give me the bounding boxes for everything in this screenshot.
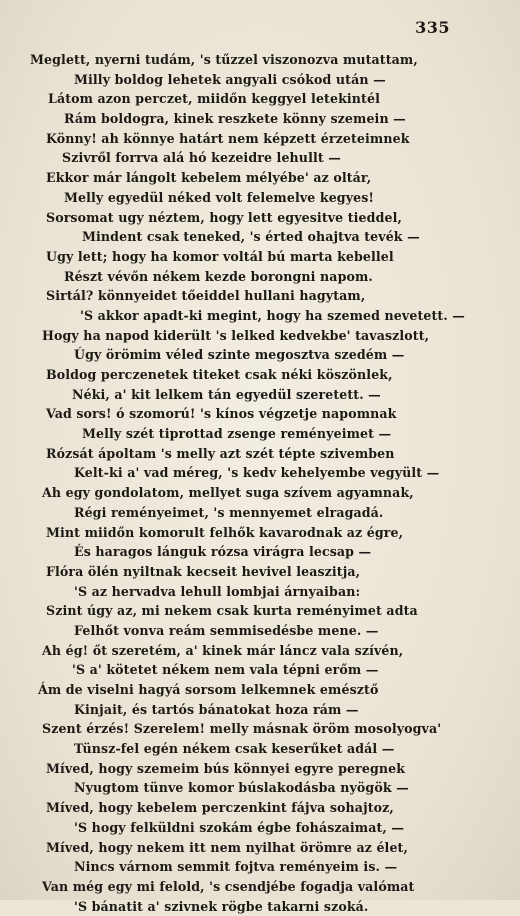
poem-line: 'S a' kötetet nékem nem vala tépni erőm —	[72, 662, 379, 678]
poem-line: Ah egy gondolatom, mellyet suga szívem agyamnak,	[42, 485, 414, 501]
poem-line: Mint miidőn komorult felhők kavarodnak az égre,	[46, 524, 404, 540]
poem-line: Sorsomat ugy néztem, hogy lett egyesitve tieddel,	[46, 209, 402, 225]
poem-line: 'S bánatit a' szivnek rögbe takarni szoká.	[74, 898, 369, 914]
poem-line: Régi reményeimet, 's mennyemet elragadá.	[74, 504, 384, 520]
poem-line: Ekkor már lángolt kebelem mélyébe' az oltár,	[46, 170, 372, 186]
poem-line: Mindent csak teneked, 's érted ohajtva tevék —	[82, 229, 420, 245]
poem-line: Szent érzés! Szerelem! melly másnak öröm mosolyogva'	[42, 721, 442, 737]
poem-line: Kelt-ki a' vad méreg, 's kedv kehelyembe vegyült —	[74, 465, 440, 481]
poem-line: Milly boldog lehetek angyali csókod után —	[74, 71, 386, 87]
poem-line: 'S akkor apadt-ki megint, hogy ha szemed nevetett. —	[80, 307, 465, 323]
poem-line: Kinjait, és tartós bánatokat hoza rám —	[74, 701, 359, 717]
poem-line: Nincs várnom semmit fojtva reményeim is. —	[74, 859, 398, 875]
poem-line: Meglett, nyerni tudám, 's tűzzel viszonozva mutattam,	[30, 52, 418, 67]
poem-line: Melly szét tiprottad zsenge reményeimet —	[82, 426, 392, 442]
poem-line: Hogy ha napod kiderült 's lelked kedvekbe' tavaszlott,	[42, 327, 430, 343]
poem-line: Melly egyedül néked volt felemelve kegyes!	[64, 189, 375, 205]
poem-line: Ah ég! őt szeretém, a' kinek már láncz vala szívén,	[42, 642, 404, 658]
poem-line: Ugy lett; hogy ha komor voltál bú marta kebellel	[46, 248, 394, 264]
poem-text	[30, 50, 478, 916]
poem-line: Rám boldogra, kinek reszkete könny szemein —	[64, 111, 406, 127]
poem-line: Míved, hogy kebelem perczenkint fájva sohajtoz,	[46, 800, 394, 816]
poem-line: Vad sors! ó szomorú! 's kínos végzetje napomnak	[46, 406, 397, 422]
poem-line: Boldog perczenetek titeket csak néki köszönlek,	[46, 367, 393, 382]
page-number: 335	[415, 18, 450, 37]
poem-line: És haragos lánguk rózsa virágra lecsap —	[74, 544, 372, 560]
poem-line: Sirtál? könnyeidet tőeiddel hullani hagytam,	[46, 288, 366, 304]
poem-line: Részt vévőn nékem kezde borongni napom.	[64, 268, 373, 284]
poem-line: Néki, a' kit lelkem tán egyedül szeretett. —	[72, 386, 381, 402]
poem-line: Felhőt vonva reám semmisedésbe mene. —	[74, 622, 379, 638]
poem-line: Látom azon perczet, miidőn keggyel letekintél	[48, 91, 380, 107]
poem-line: Tünsz-fel egén nékem csak keserűket adál —	[74, 741, 395, 757]
poem-line: Ám de viselni hagyá sorsom lelkemnek emésztő	[38, 682, 379, 697]
poem-line: Rózsát ápoltam 's melly azt szét tépte szivemben	[46, 445, 395, 461]
poem-line: 'S hogy felküldni szokám égbe fohászaimat, —	[74, 819, 405, 835]
poem-line: Flóra ölén nyiltnak kecseit hevivel leaszitja,	[46, 563, 361, 579]
poem-line: Könny! ah könnye határt nem képzett érzeteimnek	[46, 130, 410, 146]
poem-line: Nyugtom tünve komor búslakodásba nyögök —	[74, 780, 409, 796]
poem-line: Szint úgy az, mi nekem csak kurta reményimet adta	[46, 603, 418, 619]
poem-line: Míved, hogy szemeim bús könnyei egyre peregnek	[46, 760, 406, 776]
poem-line: Míved, hogy nekem itt nem nyilhat örömre az élet,	[46, 839, 408, 855]
poem-line: Úgy örömim véled szinte megosztva szedém —	[74, 347, 405, 363]
poem-line: Van még egy mi felold, 's csendjébe fogadja valómat	[42, 878, 415, 894]
poem-line: 'S az hervadva lehull lombjai árnyaiban:	[74, 583, 361, 599]
poem-line: Szivről forrva alá hó kezeidre lehullt —	[62, 150, 341, 166]
